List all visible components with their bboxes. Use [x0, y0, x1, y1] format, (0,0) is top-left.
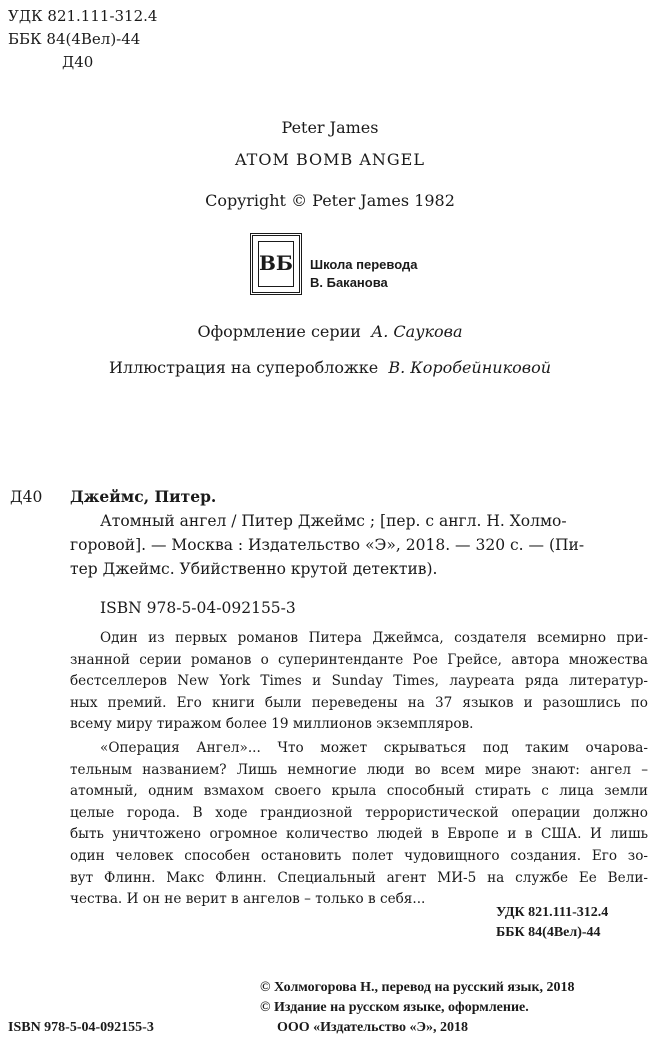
annotation-line: всему миру тиражом более 19 миллионов экземпляров. — [70, 716, 474, 733]
udk-header: УДК 821.111-312.4 — [8, 7, 158, 25]
annotation-line: атомный, одним взмахом своего крыла способный стирать с лица земли — [70, 783, 648, 800]
annotation-line: чества. И он не верит в ангелов – только в себя... — [70, 891, 426, 908]
footer-copyright-edition: © Издание на русском языке, оформление. — [260, 1000, 529, 1015]
bib-line-1: Атомный ангел / Питер Джеймс ; [пер. с англ. Н. Холмо- — [100, 512, 567, 530]
bib-isbn: ISBN 978-5-04-092155-3 — [100, 599, 296, 617]
logo-line-1: Школа перевода — [310, 257, 418, 272]
annotation-line: целые города. В ходе грандиозной террористической операции должно — [70, 804, 648, 821]
footer-isbn: ISBN 978-5-04-092155-3 — [8, 1020, 154, 1035]
annotation-line: знанной серии романов о суперинтенданте Рое Грейсе, автора множества — [70, 651, 648, 668]
annotation-paragraph-1 — [70, 628, 648, 736]
author-code: Д40 — [62, 53, 94, 71]
annotation-line: «Операция Ангел»... Что может скрываться под таким очарова- — [100, 740, 648, 756]
original-copyright: Copyright © Peter James 1982 — [205, 191, 455, 210]
bib-author-code: Д40 — [10, 488, 43, 506]
original-title: ATOM BOMB ANGEL — [235, 150, 425, 169]
annotation-line: один человек способен остановить полет чудовищного создания. Его зо- — [70, 847, 648, 864]
footer-copyright-translation: © Холмогорова Н., перевод на русский язык, 2018 — [260, 980, 575, 995]
footer-udk: УДК 821.111-312.4 — [496, 905, 609, 920]
bbk-header: ББК 84(4Вел)-44 — [8, 30, 141, 48]
bib-heading: Джеймс, Питер. — [70, 487, 217, 506]
annotation-line: ных премий. Его книги были переведены на 37 языков и разошлись по — [70, 694, 648, 711]
annotation-paragraph-2 — [70, 738, 648, 911]
annotation-line: тельным названием? Лишь немногие люди во всем мире знают: ангел – — [70, 761, 648, 778]
illustration-credit — [0, 358, 660, 377]
annotation-line: бестселлеров New York Times и Sunday Times, лауреата ряда литератур- — [70, 673, 648, 690]
logo-mark: ВБ — [258, 241, 294, 287]
bib-line-3: тер Джеймс. Убийственно крутой детектив). — [70, 560, 438, 578]
illustration-name: В. Коробейниковой — [388, 358, 552, 377]
series-design-name: А. Саукова — [371, 322, 463, 341]
footer-copyright-publisher: ООО «Издательство «Э», 2018 — [277, 1020, 469, 1035]
annotation-line: Один из первых романов Питера Джеймса, создателя всемирно при- — [100, 630, 648, 646]
translation-school-logo — [250, 233, 302, 295]
illustration-label: Иллюстрация на суперобложке — [108, 358, 379, 377]
footer-bbk: ББК 84(4Вел)-44 — [496, 925, 601, 940]
annotation-line: быть уничтожено огромное количество людей в Европе и в США. И лишь — [70, 826, 648, 843]
series-design-credit — [0, 322, 660, 341]
logo-line-2: В. Баканова — [310, 275, 388, 290]
annotation-line: вут Флинн. Макс Флинн. Специальный агент МИ-5 на службе Ее Вели- — [70, 869, 648, 886]
bib-line-2: горовой]. — Москва : Издательство «Э», 2018. — 320 с. — (Пи- — [70, 536, 585, 554]
original-author: Peter James — [281, 118, 379, 137]
series-design-label: Оформление серии — [197, 322, 361, 341]
